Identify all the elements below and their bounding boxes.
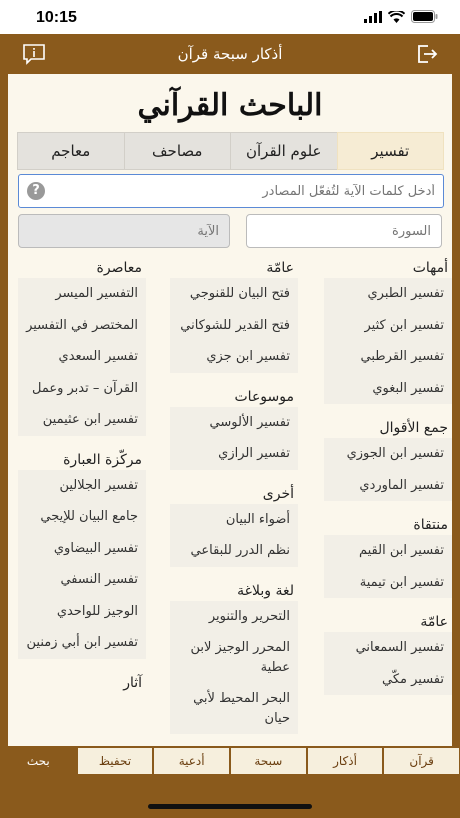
tab-search[interactable]: بحث (1, 748, 76, 774)
section-title: أخرى (262, 485, 294, 502)
help-icon[interactable]: ? (27, 182, 45, 200)
list-item[interactable]: تفسير ابن كثير (324, 310, 452, 342)
section-title: لغة وبلاغة (237, 582, 294, 599)
list-item[interactable]: تفسير مكّي (324, 664, 452, 696)
tab-quran[interactable]: قرآن (384, 748, 459, 774)
list-item[interactable]: تفسير ابن القيم (324, 535, 452, 567)
list-item[interactable]: الوجيز للواحدي (18, 596, 146, 628)
section-mawsuat (170, 385, 298, 470)
search-input[interactable] (43, 175, 437, 207)
page-title: الباحث القرآني (137, 88, 323, 123)
tab-tafsir[interactable]: تفسير (337, 132, 445, 170)
tab-adiyah[interactable]: أدعية (154, 748, 229, 774)
section-muasirah (18, 256, 146, 436)
list-item[interactable]: تفسير البغوي (324, 373, 452, 405)
list-item[interactable]: جامع البيان للإيجي (18, 501, 146, 533)
list-item[interactable]: تفسير ابن الجوزي (324, 438, 452, 470)
section-title: منتقاة (413, 517, 448, 533)
wifi-icon (388, 11, 405, 23)
signal-icon (364, 11, 382, 23)
section-title: مركّزة العبارة (63, 451, 142, 468)
section-jam-aqwal (324, 416, 452, 501)
list-item[interactable]: القرآن – تدبر وعمل (18, 373, 146, 405)
battery-icon (411, 10, 438, 23)
column-right (324, 256, 452, 707)
list-item[interactable]: تفسير الماوردي (324, 470, 452, 502)
list-item[interactable]: أضواء البيان (170, 504, 298, 536)
tab-quran-sciences[interactable]: علوم القرآن (230, 132, 338, 170)
status-bar (0, 0, 460, 34)
column-middle (170, 256, 298, 746)
column-left (18, 256, 146, 705)
section-ukhra (170, 482, 298, 567)
section-lughah (170, 579, 298, 735)
search-box (18, 174, 444, 208)
section-ummahat (324, 256, 452, 404)
aya-input[interactable] (37, 215, 221, 247)
section-title: معاصرة (96, 260, 142, 276)
list-item[interactable]: التحرير والتنوير (170, 601, 298, 633)
list-item[interactable]: تفسير ابن عثيمين (18, 404, 146, 436)
list-item[interactable]: تفسير السعدي (18, 341, 146, 373)
tab-masahif[interactable]: مصاحف (124, 132, 232, 170)
status-icons (364, 10, 438, 23)
list-item[interactable]: البحر المحيط لأبي حيان (170, 683, 298, 734)
info-bubble-icon[interactable] (22, 43, 46, 69)
list-item[interactable]: تفسير ابن جزي (170, 341, 298, 373)
list-item[interactable]: تفسير السمعاني (324, 632, 452, 664)
navigation-bar (0, 34, 460, 74)
status-time: 10:15 (36, 9, 77, 26)
list-item[interactable]: تفسير الرازي (170, 438, 298, 470)
section-ammah-right (324, 610, 452, 695)
section-title: أمهات (412, 260, 448, 276)
exit-icon[interactable] (416, 43, 438, 69)
list-item[interactable]: تفسير ابن أبي زمنين (18, 627, 146, 659)
aya-box (18, 214, 230, 248)
list-item[interactable]: التفسير الميسر (18, 278, 146, 310)
tab-tahfeez[interactable]: تحفيظ (78, 748, 153, 774)
section-title: عامّة (420, 614, 448, 630)
category-tabs (18, 132, 444, 168)
list-item[interactable]: تفسير النسفي (18, 564, 146, 596)
section-title: آثار (123, 674, 142, 691)
home-indicator[interactable] (148, 804, 312, 809)
list-item[interactable]: تفسير الطبري (324, 278, 452, 310)
list-item[interactable]: تفسير البيضاوي (18, 533, 146, 565)
section-title: عامّة (266, 260, 294, 276)
list-item[interactable]: المختصر في التفسير (18, 310, 146, 342)
sura-box (246, 214, 442, 248)
paper-panel (8, 74, 452, 746)
home-indicator-area (0, 776, 460, 818)
list-item[interactable]: تفسير الألوسي (170, 407, 298, 439)
tab-adhkar[interactable]: أذكار (308, 748, 383, 774)
list-item[interactable]: تفسير الجلالين (18, 470, 146, 502)
tab-dictionaries[interactable]: معاجم (17, 132, 125, 170)
list-item[interactable]: فتح البيان للقنوجي (170, 278, 298, 310)
bottom-tab-bar (0, 746, 460, 776)
section-title: جمع الأقوال (379, 420, 448, 436)
section-athar (18, 671, 146, 693)
list-item[interactable]: تفسير القرطبي (324, 341, 452, 373)
sura-input[interactable] (249, 215, 433, 247)
tab-subha[interactable]: سبحة (231, 748, 306, 774)
list-item[interactable]: المحرر الوجيز لابن عطية (170, 632, 298, 683)
app-title: أذكار سبحة قرآن (177, 45, 283, 63)
section-ammah (170, 256, 298, 373)
list-item[interactable]: تفسير ابن تيمية (324, 567, 452, 599)
list-item[interactable]: فتح القدير للشوكاني (170, 310, 298, 342)
section-murakkazah (18, 448, 146, 659)
content-area (0, 74, 460, 746)
list-item[interactable]: نظم الدرر للبقاعي (170, 535, 298, 567)
section-muntaqah (324, 513, 452, 598)
section-title: موسوعات (234, 388, 294, 405)
